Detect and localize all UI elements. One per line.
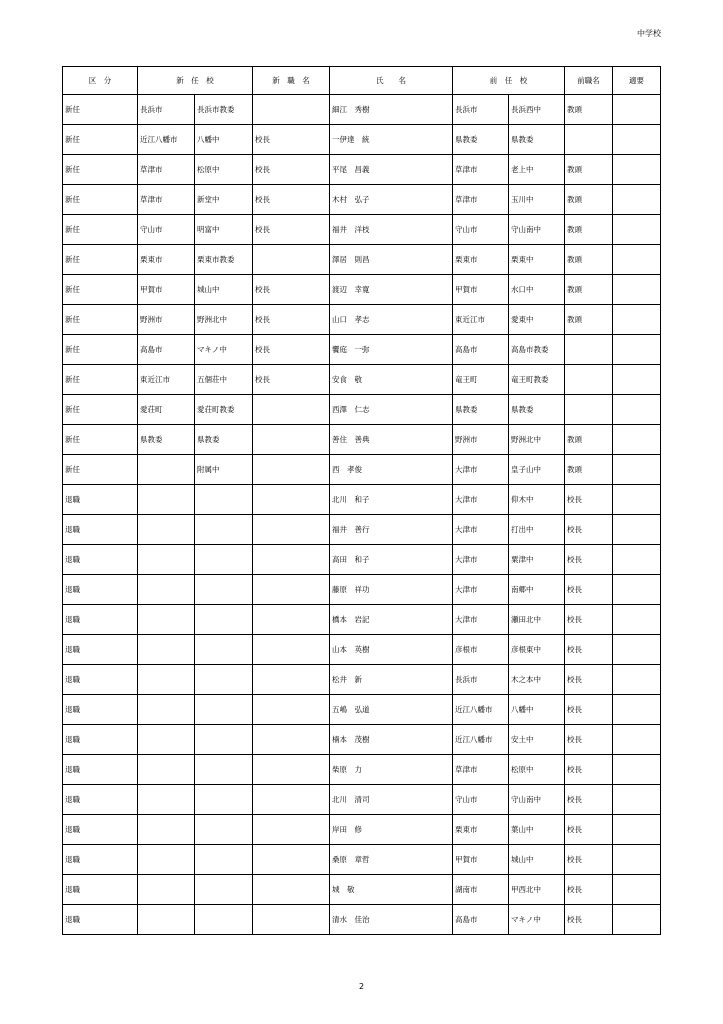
cell-note	[613, 95, 661, 125]
cell-prev-title: 教頭	[565, 455, 613, 485]
cell-note	[613, 545, 661, 575]
cell-new-area	[138, 845, 195, 875]
personnel-table	[62, 66, 661, 935]
cell-new-title	[253, 635, 330, 665]
cell-name: 高田 和子	[330, 545, 453, 575]
header-new-title: 新 職 名	[253, 67, 330, 95]
header-row	[63, 67, 661, 95]
cell-prev-title: 校長	[565, 695, 613, 725]
cell-prev-title: 校長	[565, 515, 613, 545]
cell-category: 新任	[63, 305, 138, 335]
cell-new-school: 附属中	[195, 455, 253, 485]
cell-note	[613, 605, 661, 635]
cell-name: 細江 秀樹	[330, 95, 453, 125]
cell-new-school	[195, 485, 253, 515]
cell-category: 新任	[63, 365, 138, 395]
cell-prev-school: 八幡中	[509, 695, 565, 725]
table-row	[63, 365, 661, 395]
cell-new-title	[253, 905, 330, 935]
cell-new-area	[138, 875, 195, 905]
cell-prev-area: 栗東市	[453, 815, 509, 845]
cell-prev-school: 守山南中	[509, 785, 565, 815]
cell-prev-area: 大津市	[453, 575, 509, 605]
cell-note	[613, 155, 661, 185]
cell-prev-area: 大津市	[453, 605, 509, 635]
cell-prev-title	[565, 125, 613, 155]
table-row	[63, 845, 661, 875]
cell-prev-school: 安土中	[509, 725, 565, 755]
cell-category: 退職	[63, 545, 138, 575]
cell-new-school: 愛荘町教委	[195, 395, 253, 425]
cell-new-area	[138, 635, 195, 665]
cell-prev-area: 大津市	[453, 455, 509, 485]
cell-new-area	[138, 515, 195, 545]
cell-prev-title: 校長	[565, 755, 613, 785]
table-row	[63, 155, 661, 185]
cell-new-title	[253, 695, 330, 725]
table-row	[63, 725, 661, 755]
cell-prev-area: 長浜市	[453, 665, 509, 695]
cell-name: 岸田 修	[330, 815, 453, 845]
cell-name: 饗庭 一弥	[330, 335, 453, 365]
cell-prev-area: 高島市	[453, 905, 509, 935]
cell-new-area: 草津市	[138, 185, 195, 215]
cell-name: 山本 英樹	[330, 635, 453, 665]
cell-prev-area: 大津市	[453, 485, 509, 515]
cell-prev-area: 高島市	[453, 335, 509, 365]
header-new-post: 新 任 校	[138, 67, 253, 95]
cell-category: 新任	[63, 125, 138, 155]
table-row	[63, 485, 661, 515]
cell-prev-school: 老上中	[509, 155, 565, 185]
cell-new-school: 新堂中	[195, 185, 253, 215]
table-row	[63, 605, 661, 635]
cell-prev-school: 打出中	[509, 515, 565, 545]
cell-note	[613, 845, 661, 875]
cell-prev-title: 校長	[565, 725, 613, 755]
cell-new-school	[195, 515, 253, 545]
cell-category: 新任	[63, 275, 138, 305]
cell-new-school	[195, 695, 253, 725]
cell-new-area	[138, 905, 195, 935]
cell-new-title	[253, 575, 330, 605]
cell-new-school	[195, 845, 253, 875]
cell-new-school	[195, 725, 253, 755]
cell-prev-title: 教頭	[565, 245, 613, 275]
cell-prev-school: 南郷中	[509, 575, 565, 605]
cell-prev-area: 甲賀市	[453, 845, 509, 875]
cell-prev-area: 近江八幡市	[453, 695, 509, 725]
cell-note	[613, 425, 661, 455]
cell-new-title: 校長	[253, 215, 330, 245]
table-row	[63, 635, 661, 665]
cell-new-school	[195, 875, 253, 905]
cell-note	[613, 485, 661, 515]
cell-prev-area: 草津市	[453, 755, 509, 785]
cell-new-area: 甲賀市	[138, 275, 195, 305]
cell-name: 清水 佳治	[330, 905, 453, 935]
cell-prev-school: 彦根東中	[509, 635, 565, 665]
cell-new-school	[195, 575, 253, 605]
cell-name: 善住 善典	[330, 425, 453, 455]
cell-note	[613, 245, 661, 275]
cell-prev-school: 玉川中	[509, 185, 565, 215]
cell-name: 北川 清司	[330, 785, 453, 815]
cell-name: 五嶋 弘道	[330, 695, 453, 725]
cell-prev-area: 草津市	[453, 155, 509, 185]
cell-new-school: 野洲北中	[195, 305, 253, 335]
cell-prev-title: 教頭	[565, 275, 613, 305]
cell-note	[613, 755, 661, 785]
cell-prev-school: 竜王町教委	[509, 365, 565, 395]
cell-prev-title: 校長	[565, 545, 613, 575]
cell-note	[613, 815, 661, 845]
cell-new-title	[253, 755, 330, 785]
cell-prev-title: 校長	[565, 875, 613, 905]
cell-prev-area: 長浜市	[453, 95, 509, 125]
table-row	[63, 755, 661, 785]
cell-new-school	[195, 785, 253, 815]
cell-new-area: 近江八幡市	[138, 125, 195, 155]
cell-name: 西澤 仁志	[330, 395, 453, 425]
cell-category: 退職	[63, 635, 138, 665]
table-row	[63, 905, 661, 935]
cell-prev-area: 湖南市	[453, 875, 509, 905]
cell-new-title	[253, 95, 330, 125]
cell-new-title: 校長	[253, 155, 330, 185]
cell-category: 新任	[63, 245, 138, 275]
cell-new-school	[195, 605, 253, 635]
table-row	[63, 785, 661, 815]
cell-note	[613, 665, 661, 695]
page-number: 2	[358, 982, 365, 991]
cell-name: 福井 洋枝	[330, 215, 453, 245]
cell-new-area: 守山市	[138, 215, 195, 245]
header-prev-post: 前 任 校	[453, 67, 565, 95]
cell-note	[613, 365, 661, 395]
cell-prev-title	[565, 365, 613, 395]
cell-new-title	[253, 665, 330, 695]
cell-prev-title: 校長	[565, 815, 613, 845]
table-row	[63, 125, 661, 155]
cell-prev-title: 校長	[565, 485, 613, 515]
cell-note	[613, 905, 661, 935]
cell-prev-title: 校長	[565, 785, 613, 815]
cell-category: 退職	[63, 755, 138, 785]
cell-category: 新任	[63, 335, 138, 365]
cell-prev-school: 長浜西中	[509, 95, 565, 125]
cell-category: 新任	[63, 455, 138, 485]
table-row	[63, 215, 661, 245]
cell-prev-school: 松原中	[509, 755, 565, 785]
cell-new-school	[195, 755, 253, 785]
cell-prev-title: 教頭	[565, 425, 613, 455]
cell-note	[613, 875, 661, 905]
cell-prev-school: 葉山中	[509, 815, 565, 845]
cell-new-area	[138, 815, 195, 845]
cell-note	[613, 695, 661, 725]
cell-category: 退職	[63, 485, 138, 515]
cell-new-school	[195, 905, 253, 935]
cell-note	[613, 305, 661, 335]
table-row	[63, 185, 661, 215]
cell-prev-area: 東近江市	[453, 305, 509, 335]
cell-new-area	[138, 605, 195, 635]
cell-new-title: 校長	[253, 365, 330, 395]
cell-new-area: 県教委	[138, 425, 195, 455]
cell-new-area: 長浜市	[138, 95, 195, 125]
cell-new-title	[253, 455, 330, 485]
cell-new-title	[253, 845, 330, 875]
cell-new-title: 校長	[253, 335, 330, 365]
cell-new-title	[253, 815, 330, 845]
cell-prev-area: 県教委	[453, 125, 509, 155]
cell-new-area	[138, 485, 195, 515]
cell-note	[613, 635, 661, 665]
cell-prev-title: 校長	[565, 905, 613, 935]
cell-prev-area: 栗東市	[453, 245, 509, 275]
header-category: 区 分	[63, 67, 138, 95]
cell-note	[613, 455, 661, 485]
cell-note	[613, 725, 661, 755]
cell-new-area	[138, 695, 195, 725]
table-row	[63, 275, 661, 305]
cell-new-area: 東近江市	[138, 365, 195, 395]
cell-prev-area: 野洲市	[453, 425, 509, 455]
cell-name: 木村 弘子	[330, 185, 453, 215]
cell-name: 澤居 則昌	[330, 245, 453, 275]
cell-prev-school: 県教委	[509, 125, 565, 155]
cell-prev-school: 木之本中	[509, 665, 565, 695]
cell-category: 退職	[63, 605, 138, 635]
cell-prev-school: 水口中	[509, 275, 565, 305]
cell-new-title	[253, 425, 330, 455]
table-row	[63, 455, 661, 485]
cell-new-area	[138, 785, 195, 815]
cell-prev-title: 校長	[565, 845, 613, 875]
cell-name: 渡辺 幸寛	[330, 275, 453, 305]
cell-prev-area: 県教委	[453, 395, 509, 425]
cell-new-school: 明富中	[195, 215, 253, 245]
cell-new-school	[195, 815, 253, 845]
cell-new-title: 校長	[253, 275, 330, 305]
cell-new-title: 校長	[253, 125, 330, 155]
table-row	[63, 665, 661, 695]
cell-new-title	[253, 545, 330, 575]
table-row	[63, 95, 661, 125]
cell-prev-school: 粟津中	[509, 545, 565, 575]
cell-new-title	[253, 785, 330, 815]
cell-prev-area: 守山市	[453, 785, 509, 815]
cell-name: 山口 孝志	[330, 305, 453, 335]
cell-prev-area: 大津市	[453, 515, 509, 545]
table-row	[63, 515, 661, 545]
cell-category: 退職	[63, 845, 138, 875]
cell-prev-school: 守山南中	[509, 215, 565, 245]
cell-prev-area: 甲賀市	[453, 275, 509, 305]
cell-new-area	[138, 755, 195, 785]
table-row	[63, 695, 661, 725]
cell-new-area: 野洲市	[138, 305, 195, 335]
table-body	[63, 95, 661, 935]
cell-prev-title: 教頭	[565, 305, 613, 335]
cell-prev-school: マキノ中	[509, 905, 565, 935]
cell-prev-school: 皇子山中	[509, 455, 565, 485]
cell-category: 新任	[63, 215, 138, 245]
cell-new-school: 城山中	[195, 275, 253, 305]
page-label: 中学校	[637, 29, 661, 38]
cell-prev-title: 教頭	[565, 185, 613, 215]
cell-name: 藤原 祥功	[330, 575, 453, 605]
cell-name: 一伊達 統	[330, 125, 453, 155]
cell-category: 退職	[63, 725, 138, 755]
cell-prev-title	[565, 335, 613, 365]
cell-new-school: 五個荘中	[195, 365, 253, 395]
cell-category: 新任	[63, 155, 138, 185]
cell-new-area: 栗東市	[138, 245, 195, 275]
cell-new-title	[253, 395, 330, 425]
cell-note	[613, 275, 661, 305]
cell-prev-school: 仰木中	[509, 485, 565, 515]
cell-name: 桑原 章哲	[330, 845, 453, 875]
cell-new-title	[253, 725, 330, 755]
cell-note	[613, 125, 661, 155]
cell-prev-school: 栗東中	[509, 245, 565, 275]
cell-name: 松井 新	[330, 665, 453, 695]
table-row	[63, 875, 661, 905]
cell-note	[613, 785, 661, 815]
cell-prev-area: 近江八幡市	[453, 725, 509, 755]
cell-prev-title: 教頭	[565, 215, 613, 245]
cell-note	[613, 335, 661, 365]
cell-prev-title: 校長	[565, 575, 613, 605]
cell-category: 退職	[63, 785, 138, 815]
cell-new-title: 校長	[253, 185, 330, 215]
cell-note	[613, 185, 661, 215]
cell-note	[613, 575, 661, 605]
cell-new-school	[195, 665, 253, 695]
cell-category: 退職	[63, 515, 138, 545]
cell-prev-title	[565, 395, 613, 425]
cell-category: 新任	[63, 185, 138, 215]
table-row	[63, 425, 661, 455]
cell-name: 安食 敬	[330, 365, 453, 395]
cell-new-title	[253, 485, 330, 515]
cell-new-school	[195, 635, 253, 665]
cell-new-title	[253, 875, 330, 905]
cell-prev-area: 守山市	[453, 215, 509, 245]
header-note: 適要	[613, 67, 661, 95]
cell-note	[613, 215, 661, 245]
cell-name: 平尾 昌義	[330, 155, 453, 185]
cell-prev-title: 校長	[565, 635, 613, 665]
cell-name: 橋本 岩記	[330, 605, 453, 635]
cell-category: 退職	[63, 695, 138, 725]
cell-name: 楠本 茂樹	[330, 725, 453, 755]
cell-new-school	[195, 545, 253, 575]
cell-new-school: マキノ中	[195, 335, 253, 365]
cell-category: 退職	[63, 575, 138, 605]
cell-new-area	[138, 725, 195, 755]
cell-prev-school: 甲西北中	[509, 875, 565, 905]
cell-prev-title: 教頭	[565, 95, 613, 125]
cell-category: 退職	[63, 875, 138, 905]
cell-prev-school: 高島市教委	[509, 335, 565, 365]
header-name: 氏 名	[330, 67, 453, 95]
cell-new-title	[253, 515, 330, 545]
cell-new-area	[138, 545, 195, 575]
cell-name: 福井 善行	[330, 515, 453, 545]
cell-prev-area: 大津市	[453, 545, 509, 575]
cell-prev-school: 愛東中	[509, 305, 565, 335]
cell-new-area: 草津市	[138, 155, 195, 185]
cell-new-area	[138, 455, 195, 485]
cell-new-area	[138, 665, 195, 695]
cell-new-area: 高島市	[138, 335, 195, 365]
cell-new-school: 栗東市教委	[195, 245, 253, 275]
cell-prev-school: 城山中	[509, 845, 565, 875]
cell-new-school: 県教委	[195, 425, 253, 455]
cell-category: 退職	[63, 905, 138, 935]
cell-prev-area: 彦根市	[453, 635, 509, 665]
cell-new-school: 八幡中	[195, 125, 253, 155]
cell-new-area	[138, 575, 195, 605]
table-row	[63, 575, 661, 605]
cell-new-area: 愛荘町	[138, 395, 195, 425]
cell-prev-title: 校長	[565, 605, 613, 635]
header-prev-title: 前職名	[565, 67, 613, 95]
cell-prev-title: 校長	[565, 665, 613, 695]
cell-name: 北川 和子	[330, 485, 453, 515]
cell-note	[613, 395, 661, 425]
table-row	[63, 305, 661, 335]
cell-prev-school: 県教委	[509, 395, 565, 425]
cell-prev-school: 瀬田北中	[509, 605, 565, 635]
cell-category: 退職	[63, 665, 138, 695]
cell-prev-area: 竜王町	[453, 365, 509, 395]
cell-prev-title: 教頭	[565, 155, 613, 185]
cell-category: 新任	[63, 95, 138, 125]
cell-prev-area: 草津市	[453, 185, 509, 215]
cell-prev-school: 野洲北中	[509, 425, 565, 455]
cell-new-title: 校長	[253, 305, 330, 335]
cell-new-title	[253, 605, 330, 635]
cell-name: 西 孝俊	[330, 455, 453, 485]
table-row	[63, 545, 661, 575]
cell-note	[613, 515, 661, 545]
cell-new-school: 松原中	[195, 155, 253, 185]
table-row	[63, 395, 661, 425]
cell-name: 柴原 力	[330, 755, 453, 785]
cell-new-title	[253, 245, 330, 275]
table-row	[63, 335, 661, 365]
cell-category: 新任	[63, 425, 138, 455]
cell-new-school: 長浜市教委	[195, 95, 253, 125]
table-row	[63, 245, 661, 275]
cell-name: 城 敬	[330, 875, 453, 905]
table-row	[63, 815, 661, 845]
cell-category: 退職	[63, 815, 138, 845]
cell-category: 新任	[63, 395, 138, 425]
